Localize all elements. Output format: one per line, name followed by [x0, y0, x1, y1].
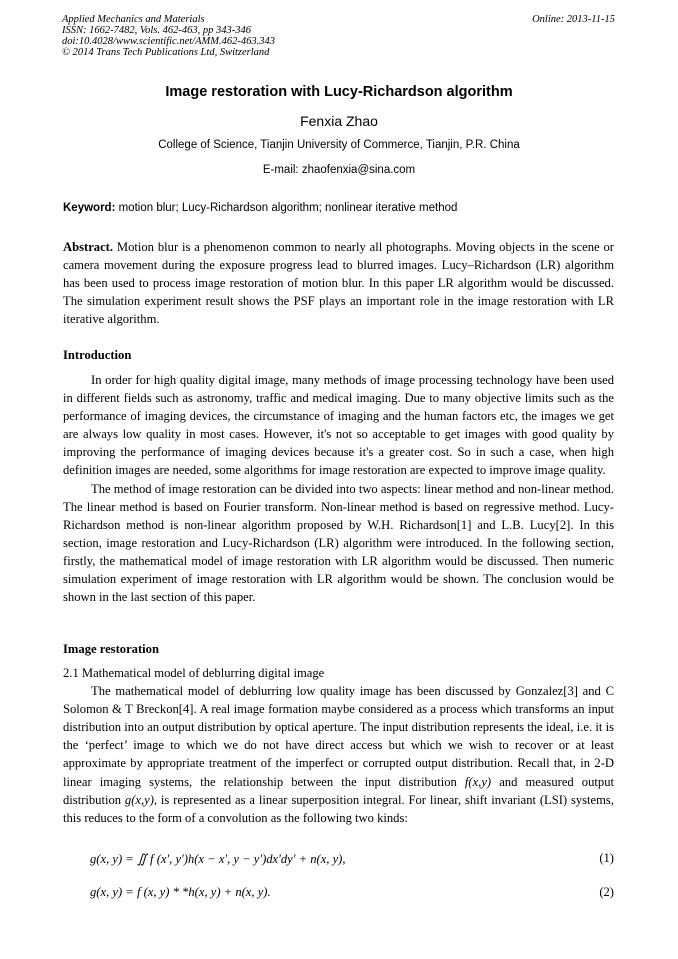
paper-title: Image restoration with Lucy-Richardson algorithm [165, 84, 513, 100]
equation-number: (2) [599, 885, 614, 899]
equation-1 [90, 851, 614, 871]
online-date: Online: 2013-11-15 [532, 14, 615, 25]
issn-line: ISSN: 1662-7482, Vols. 462-463, pp 343-346 [62, 25, 251, 36]
introduction-section [63, 371, 614, 606]
keywords-text: motion blur; Lucy-Richardson algorithm; nonlinear iterative method [115, 202, 458, 214]
subsection-heading: 2.1 Mathematical model of deblurring digital image [63, 666, 325, 680]
image-restoration-section [63, 664, 614, 827]
input-distribution-symbol: f(x,y) [464, 774, 492, 789]
journal-name: Applied Mechanics and Materials [62, 14, 205, 25]
abstract-text: Motion blur is a phenomenon common to nearly all photographs. Moving objects in the scene or camera movement during the exposure progress lead to blurred images. Lucy–Richardson (LR) algorithm has been used to process image restoration of motion blur. In this paper LR algorithm would be discussed. The simulation experiment result shows the PSF plays an important role in the image restoration with LR iterative algorithm. [63, 240, 614, 327]
introduction-paragraph: The method of image restoration can be divided into two aspects: linear method and non-linear method. The linear method is based on Fourier transform. Non-linear method is based on regressive method. Lucy-Richardson method is non-linear algorithm proposed by W.H. Richardson[1] and L.B. Lucy[2]. In this section, image restoration and Lucy-Richardson (LR) algorithm were introduced. In the following section, firstly, the mathematical model of image restoration with LR algorithm would be discussed. Then numeric simulation experiment of image restoration with LR algorithm would be shown. The conclusion would be shown in the last section of this paper. [63, 481, 614, 605]
abstract [63, 238, 614, 328]
author-email: E-mail: zhaofenxia@sina.com [262, 164, 416, 176]
section-heading-image-restoration: Image restoration [63, 642, 159, 656]
image-restoration-paragraph: The mathematical model of deblurring low quality image has been discussed by Gonzalez[3] and C Solomon & T Breckon[4]. A real image formation maybe considered as a process which transforms an input distribution into an output distribution by optical aperture. The input distribution represents the ideal, i.e. it is the ‘perfect’ image to which we do not have direct access but which we wish to recover or at least approximate by appropriate treatment of the imperfect or corrupted output distribution. Recall that, in 2-D linear imaging systems, the relationship between the input distribution f(x,y) and measured output distribution g(x,y), is represented as a linear superposition integral. For linear, shift invariant (LSI) systems, this reduces to the form of a convolution as the following two kinds: [63, 684, 614, 825]
keywords [63, 202, 457, 214]
equation-expression: g(x, y) = f (x, y) * *h(x, y) + n(x, y). [90, 885, 271, 899]
copyright-line: © 2014 Trans Tech Publications Ltd, Switzerland [62, 47, 270, 58]
author-name: Fenxia Zhao [300, 113, 378, 129]
keywords-label: Keyword: [63, 202, 116, 214]
doi-line: doi:10.4028/www.scientific.net/AMM.462-463.343 [62, 36, 275, 47]
output-distribution-symbol: g(x,y) [124, 792, 154, 807]
introduction-paragraph: In order for high quality digital image, many methods of image processing technology have been used in different fields such as astronomy, traffic and medical imaging. Due to many objective limits such as the performance of imaging devices, the circumstance of imaging and the human factors etc, the images we get are always low quality in most cases. However, it's not so acceptable to get images with good quality by improving the performance of imaging devices because it's a greater cost. So in such a case, when high definition images are needed, some algorithms for image restoration are expected to improve image quality. [63, 373, 614, 478]
equation-number: (1) [599, 851, 614, 865]
equation-expression: g(x, y) = ∬ f (x', y')h(x − x', y − y')dx'dy' + n(x, y), [90, 852, 346, 866]
equation-2 [90, 885, 614, 905]
abstract-label: Abstract. [63, 240, 114, 254]
journal-header [62, 14, 618, 58]
section-heading-introduction: Introduction [63, 348, 132, 362]
affiliation: College of Science, Tianjin University of Commerce, Tianjin, P.R. China [158, 139, 520, 151]
